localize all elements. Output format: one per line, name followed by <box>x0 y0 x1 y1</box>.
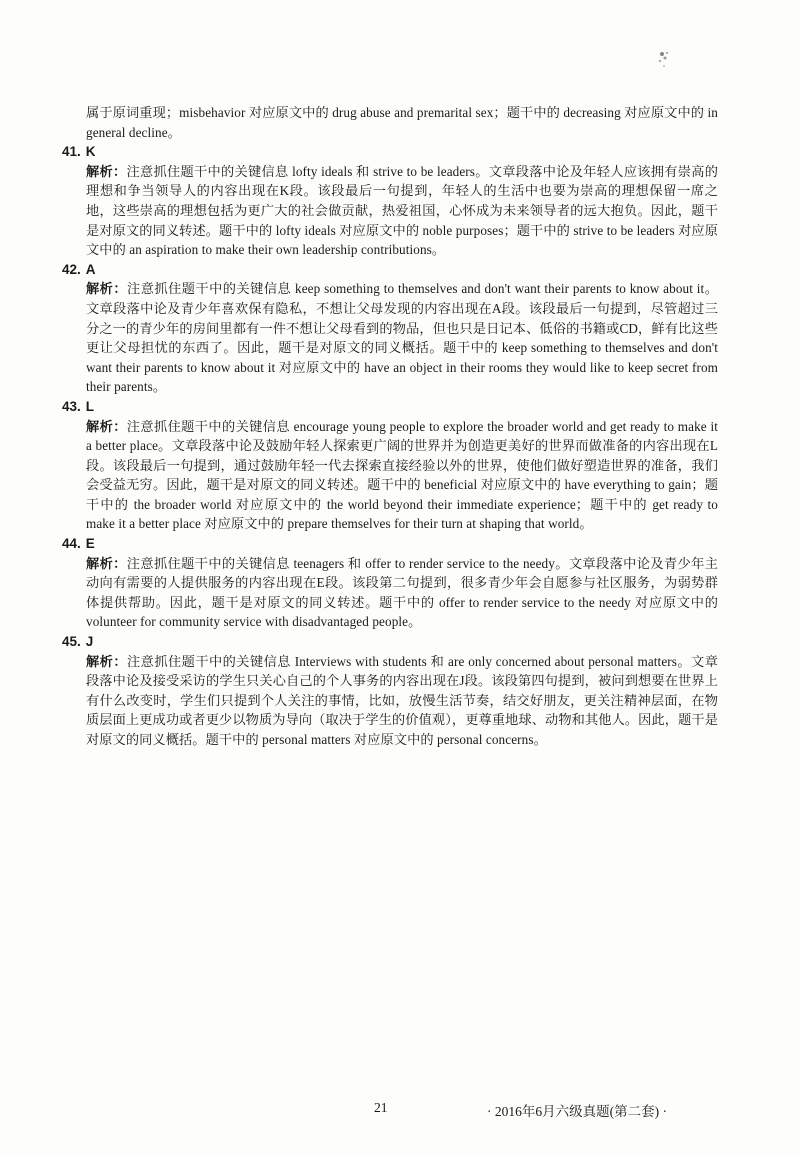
answer-letter: L <box>85 398 95 414</box>
analysis-text: 注意抓住题干中的关键信息 lofty ideals 和 strive to be leaders。文章段落中论及年轻人应该拥有崇高的理想和争当领导人的内容出现在K段。该段最后一句提到，年轻人的生活中也要为崇高的理想保留一席之地，这些崇高的理想包括为更广大的社会做贡献，热爱祖国，心怀成为未来领导者的远大抱负。因此，题干是对原文的同义转述。题干中的 lofty ideals 对应原文中的 noble purposes；题干中的 strive to be leaders 对应原文中的 an aspiration to make their own leadership contributions。 <box>86 163 718 258</box>
analysis-text: 注意抓住题干中的关键信息 keep something to themselves and don't want their parents to know about it。文章段落中论及青少年喜欢保有隐私，不想让父母发现的内容出现在A段。该段最后一句提到，尽管超过三分之一的青少年的房间里都有一件不想让父母看到的物品，但也只是日记本、低俗的书籍或CD，鲜有比这些更让父母担忧的东西了。因此，题干是对原文的同义概括。题干中的 keep something to themselves and don't want their parents to know about it 对应原文中的 have an object in their rooms they would like to keep secret from their parents。 <box>86 281 718 395</box>
question-number: 42. <box>62 261 81 277</box>
item-44 <box>62 534 718 632</box>
exam-source: · 2016年6月六级真题(第二套) · <box>487 1104 667 1119</box>
question-number: 45. <box>62 634 81 650</box>
answer-letter: A <box>85 261 96 277</box>
page-number: 21 <box>374 1100 388 1115</box>
answer-letter: E <box>85 536 95 552</box>
analysis-label: 解析： <box>86 281 128 297</box>
analysis-text: 注意抓住题干中的关键信息 Interviews with students 和 are only concerned about personal matters。文章段落中论及接受采访的学生只关心自己的个人事务的内容出现在J段。该段第四句提到，被问到想要在世界上有什么改变时，学生们只提到个人关注的事情，比如，放慢生活节奏，结交好朋友，更关注精神层面，在物质层面上更成功或者更少以物质为导向（取决于学生的价值观），更尊重地球、动物和其他人。因此，题干是对原文的同义概括。题干中的 personal matters 对应原文中的 personal concerns。 <box>86 653 718 747</box>
answer-letter: J <box>85 634 94 650</box>
intro-paragraph: 属于原词重现；misbehavior 对应原文中的 drug abuse and premarital sex；题干中的 decreasing 对应原文中的 in general decline。 <box>86 105 718 140</box>
item-41 <box>62 142 718 260</box>
item-43 <box>62 397 718 534</box>
analysis-text: 注意抓住题干中的关键信息 encourage young people to explore the broader world and get ready to make it a better place。文章段落中论及鼓励年轻人探索更广阔的世界并为创造更美好的世界而做准备的内容出现在L段。该段最后一句提到，通过鼓励年轻一代去探索直接经验以外的世界，使他们做好塑造世界的准备，我们会受益无穷。因此，题干是对原文的同义转述。题干中的 beneficial 对应原文中的 have everything to gain；题干中的 the broader world 对应原文中的 the world beyond their immediate experience；题干中的 get ready to make it a better place 对应原文中的 prepare themselves for their turn at shaping that world。 <box>86 418 718 532</box>
question-number: 41. <box>62 144 81 160</box>
ink-smudge <box>652 48 674 74</box>
item-42 <box>62 260 718 397</box>
question-number: 44. <box>62 536 81 552</box>
item-45 <box>62 632 718 750</box>
answer-letter: K <box>85 144 96 160</box>
analysis-label: 解析： <box>86 653 127 669</box>
analysis-label: 解析： <box>86 555 127 571</box>
analysis-label: 解析： <box>86 163 127 179</box>
question-number: 43. <box>62 398 81 414</box>
analysis-label: 解析： <box>86 418 127 434</box>
analysis-text: 注意抓住题干中的关键信息 teenagers 和 offer to render service to the needy。文章段落中论及青少年主动向有需要的人提供服务的内容出现在E段。该段第二句提到，很多青少年会自愿参与社区服务，为弱势群体提供帮助。因此，题干是对原文的同义转述。题干中的 offer to render service to the needy 对应原文中的 volunteer for community service with disadvantaged people。 <box>86 555 718 630</box>
answer-explanations <box>62 103 718 750</box>
